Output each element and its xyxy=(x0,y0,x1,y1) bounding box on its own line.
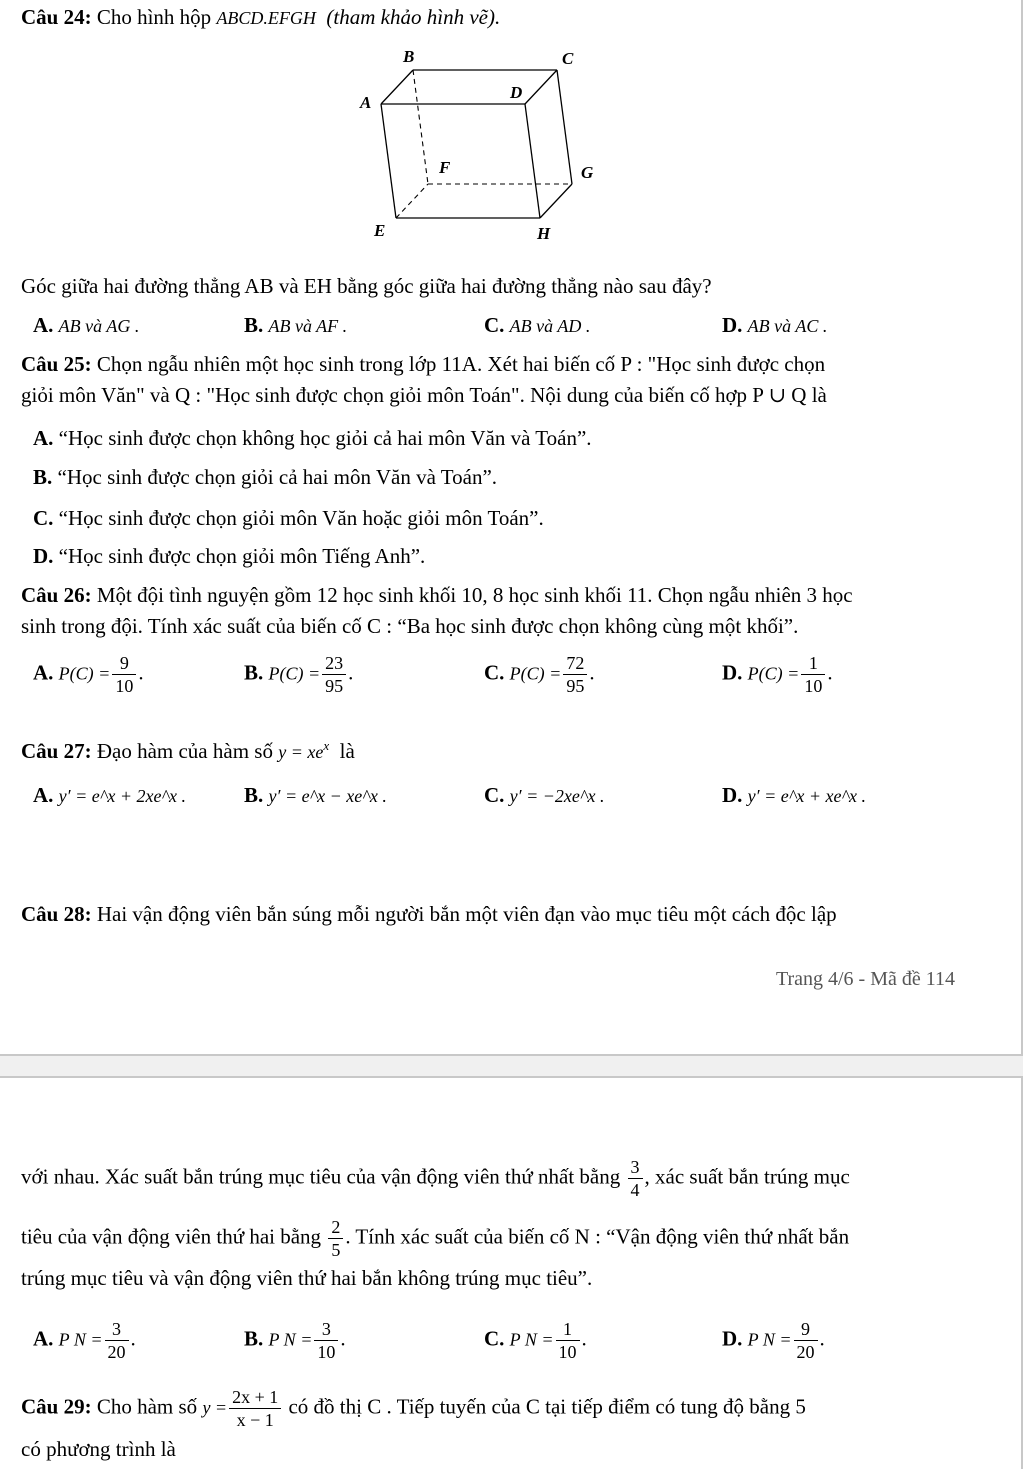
vertex-label-G: G xyxy=(581,163,594,182)
vertex-label-H: H xyxy=(537,224,551,242)
q26-option-a[interactable]: A. P(C) = $\frac{9}{10}$ . xyxy=(33,653,144,696)
q29-line1: Câu 29: Cho hàm số y = $\frac{2x + 1}{x - 1}$ có đồ thị C . Tiếp tuyến của C tại tiếp điểm có tung độ bằng 5 xyxy=(21,1387,806,1430)
q27-header: Câu 27: Đạo hàm của hàm số $y = xe^x$ là xyxy=(21,738,355,763)
q26-option-c[interactable]: C. P(C) = $\frac{72}{95}$ . xyxy=(484,653,595,696)
q25-option-d[interactable]: D. “Học sinh được chọn giỏi môn Tiếng Anh”. xyxy=(33,544,426,568)
q26-option-b[interactable]: B. P(C) = $\frac{23}{95}$ . xyxy=(244,653,354,696)
q25-option-a[interactable]: A. “Học sinh được chọn không học giỏi cả hai môn Văn và Toán”. xyxy=(33,426,592,450)
q27-option-d[interactable]: D. y′ = e^x + xe^x . xyxy=(722,783,867,807)
q25-option-c[interactable]: C. “Học sinh được chọn giỏi môn Văn hoặc giỏi môn Toán”. xyxy=(33,506,544,530)
q28-line3: tiêu của vận động viên thứ hai bằng $\frac{2}{5}$ . Tính xác suất của biến cố N : “Vận động viên thứ nhất bắn xyxy=(21,1217,850,1260)
q28-option-d[interactable]: D. P N = $\frac{9}{20}$ . xyxy=(722,1319,825,1362)
q27-option-b[interactable]: B. y′ = e^x − xe^x . xyxy=(244,783,387,807)
page-break xyxy=(0,1054,1023,1078)
q24-option-a[interactable]: A. AB và AG . xyxy=(33,313,140,337)
q28-line1: Câu 28: Hai vận động viên bắn súng mỗi người bắn một viên đạn vào mục tiêu một cách độc lập xyxy=(21,902,837,926)
q26-line1: Câu 26: Một đội tình nguyện gồm 12 học sinh khối 10, 8 học sinh khối 11. Chọn ngẫu nhiên 3 học xyxy=(21,583,853,607)
q25-line1: Câu 25: Chọn ngẫu nhiên một học sinh trong lớp 11A. Xét hai biến cố P : "Học sinh được chọn xyxy=(21,352,826,376)
q26-line2: sinh trong đội. Tính xác suất của biến cố C : “Ba học sinh được chọn không cùng một khối”. xyxy=(21,614,799,638)
q28-line4: trúng mục tiêu và vận động viên thứ hai bắn không trúng mục tiêu”. xyxy=(21,1266,593,1290)
q28-option-c[interactable]: C. P N = $\frac{1}{10}$ . xyxy=(484,1319,587,1362)
vertex-label-D: D xyxy=(510,83,523,102)
q25-option-b[interactable]: B. “Học sinh được chọn giỏi cả hai môn Văn và Toán”. xyxy=(33,465,498,489)
q24-label: Câu 24: xyxy=(21,5,92,29)
q28-option-b[interactable]: B. P N = $\frac{3}{10}$ . xyxy=(244,1319,346,1362)
vertex-label-C: C xyxy=(562,49,574,68)
q28-line2: với nhau. Xác suất bắn trúng mục tiêu của vận động viên thứ nhất bằng $\frac{3}{4}$ , xác suất bắn trúng mục xyxy=(21,1157,850,1200)
vertex-label-A: A xyxy=(360,93,372,112)
q29-line2: có phương trình là xyxy=(21,1437,176,1461)
q24-header: Câu 24: Cho hình hộp ABCD.EFGH (tham khảo hình vẽ). xyxy=(21,5,501,29)
page-5 xyxy=(0,1078,1023,1469)
q28-option-a[interactable]: A. P N = $\frac{3}{20}$ . xyxy=(33,1319,136,1362)
page-footer: Trang 4/6 - Mã đề 114 xyxy=(775,968,955,990)
vertex-label-E: E xyxy=(374,221,386,240)
q26-option-d[interactable]: D. P(C) = $\frac{1}{10}$ . xyxy=(722,653,833,696)
q25-line2: giỏi môn Văn" và Q : "Học sinh được chọn giỏi môn Toán". Nội dung của biến cố hợp P ∪ Q là xyxy=(21,383,827,407)
q24-question: Góc giữa hai đường thẳng AB và EH bằng góc giữa hai đường thẳng nào sau đây? xyxy=(21,274,712,298)
q27-option-c[interactable]: C. y′ = −2xe^x . xyxy=(484,783,605,807)
q24-option-c[interactable]: C. AB và AD . xyxy=(484,313,591,337)
q24-option-d[interactable]: D. AB và AC . xyxy=(722,313,828,337)
cuboid-figure xyxy=(350,42,610,242)
q27-option-a[interactable]: A. y′ = e^x + 2xe^x . xyxy=(33,783,187,807)
q24-option-b[interactable]: B. AB và AF . xyxy=(244,313,348,337)
q24-box-name: ABCD.EFGH xyxy=(216,8,316,28)
vertex-label-F: F xyxy=(439,158,451,177)
vertex-label-B: B xyxy=(403,47,415,66)
